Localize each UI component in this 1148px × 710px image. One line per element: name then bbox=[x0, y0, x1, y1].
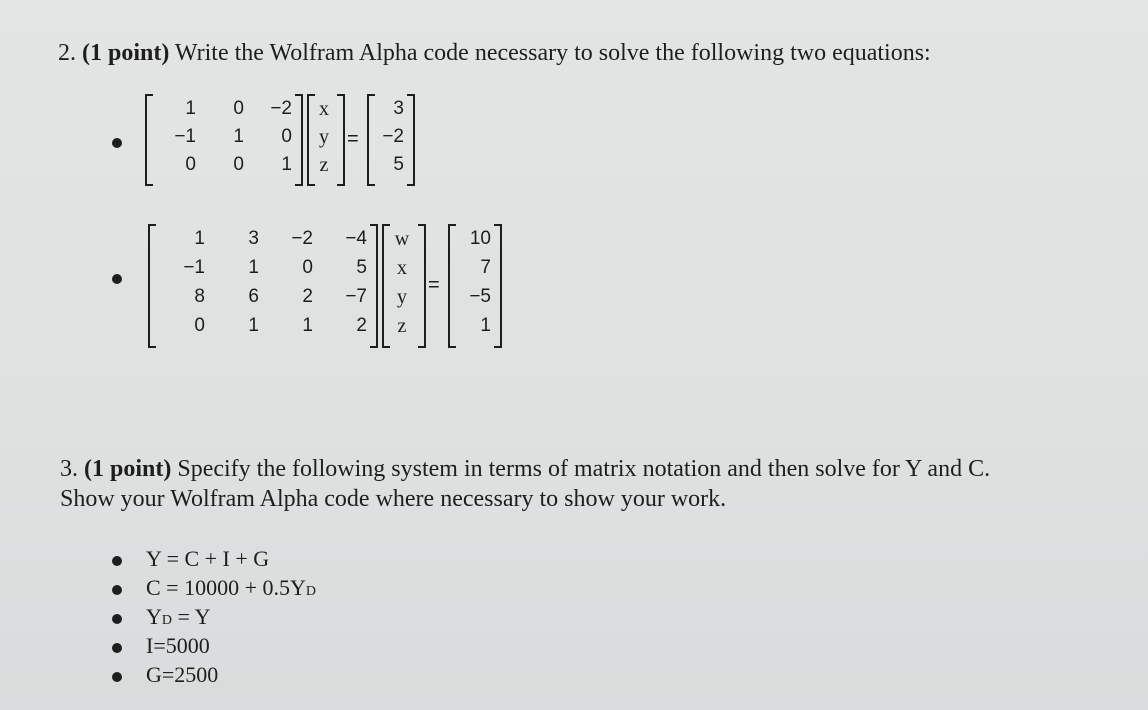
system-equation bbox=[146, 575, 316, 601]
equation-text: = Y bbox=[172, 604, 211, 629]
bullet-icon bbox=[112, 614, 122, 624]
coefficient-matrix bbox=[148, 224, 378, 348]
matrix-entry: 10 bbox=[469, 228, 491, 249]
constants-vector bbox=[367, 94, 415, 186]
matrix-entry: 1 bbox=[233, 126, 244, 147]
question-points: (1 point) bbox=[84, 456, 172, 482]
matrix-bracket-right bbox=[494, 224, 502, 348]
matrix-entry: 2 bbox=[356, 315, 367, 336]
matrix-entry: y bbox=[319, 126, 329, 148]
subscript: D bbox=[305, 584, 317, 599]
equation-text: C = 10000 + 0.5Y bbox=[146, 575, 306, 600]
bullet-icon bbox=[112, 672, 122, 682]
matrix-bracket-right bbox=[418, 224, 426, 348]
equation-text: I=5000 bbox=[146, 633, 210, 658]
question-2-heading bbox=[58, 40, 931, 67]
matrix-bracket-right bbox=[370, 224, 378, 348]
bullet-icon bbox=[112, 585, 122, 595]
matrix-bracket-right bbox=[337, 94, 345, 186]
matrix-entry: −2 bbox=[382, 126, 404, 147]
system-equation bbox=[146, 633, 210, 659]
matrix-entry: 3 bbox=[393, 98, 404, 119]
question-number: 2. bbox=[58, 40, 76, 66]
matrix-entry: 1 bbox=[302, 315, 313, 336]
matrix-entry: −1 bbox=[174, 126, 196, 147]
question-3-heading bbox=[60, 456, 990, 483]
matrix-entry: 0 bbox=[302, 257, 313, 278]
question-points: (1 point) bbox=[82, 40, 170, 66]
equation-text: Y = C + I + G bbox=[146, 546, 270, 571]
equation-text: G=2500 bbox=[146, 662, 219, 687]
matrix-entry: 2 bbox=[302, 286, 313, 307]
question-text: Write the Wolfram Alpha code necessary to solve the following two equations: bbox=[174, 40, 931, 66]
coefficient-matrix bbox=[145, 94, 303, 186]
system-equation bbox=[146, 604, 211, 630]
equation-text: Y bbox=[146, 604, 162, 629]
matrix-entry: y bbox=[397, 286, 407, 308]
system-equation bbox=[146, 662, 218, 688]
bullet-icon bbox=[112, 138, 122, 148]
matrix-entry: 6 bbox=[248, 286, 259, 307]
matrix-entry: −2 bbox=[270, 98, 292, 119]
system-equation bbox=[146, 546, 269, 572]
matrix-entry: −1 bbox=[183, 257, 205, 278]
matrix-entry: 3 bbox=[248, 228, 259, 249]
variables-vector bbox=[382, 224, 426, 348]
matrix-entry: −5 bbox=[469, 286, 491, 307]
equals-sign: = bbox=[347, 128, 359, 150]
matrix-entry: −4 bbox=[345, 228, 367, 249]
matrix-entry: z bbox=[319, 154, 329, 176]
matrix-entry: 1 bbox=[185, 98, 196, 119]
equals-sign: = bbox=[428, 274, 440, 296]
matrix-entry: 1 bbox=[281, 154, 292, 175]
matrix-entry: x bbox=[397, 257, 407, 279]
matrix-entry: 0 bbox=[233, 98, 244, 119]
matrix-entry: 1 bbox=[248, 257, 259, 278]
matrix-bracket-right bbox=[295, 94, 303, 186]
variables-vector bbox=[307, 94, 345, 186]
matrix-entry: 0 bbox=[185, 154, 196, 175]
matrix-entry: 5 bbox=[356, 257, 367, 278]
bullet-icon bbox=[112, 556, 122, 566]
matrix-entry: w bbox=[394, 228, 410, 250]
bullet-icon bbox=[112, 643, 122, 653]
matrix-entry: 8 bbox=[194, 286, 205, 307]
matrix-entry: 1 bbox=[480, 315, 491, 336]
question-text-line-1: Specify the following system in terms of matrix notation and then solve for Y and C. bbox=[177, 456, 991, 482]
matrix-entry: x bbox=[319, 98, 329, 120]
matrix-entry: 0 bbox=[281, 126, 292, 147]
matrix-entry: z bbox=[397, 315, 407, 337]
question-3-text-line-2: Show your Wolfram Alpha code where necessary to show your work. bbox=[60, 486, 727, 512]
subscript: D bbox=[161, 613, 173, 628]
matrix-entry: 1 bbox=[194, 228, 205, 249]
bullet-icon bbox=[112, 274, 122, 284]
constants-vector bbox=[448, 224, 502, 348]
matrix-entry: 0 bbox=[233, 154, 244, 175]
matrix-entry: 7 bbox=[480, 257, 491, 278]
matrix-entry: 5 bbox=[393, 154, 404, 175]
question-number: 3. bbox=[60, 456, 78, 482]
matrix-entry: −7 bbox=[345, 286, 367, 307]
matrix-entry: −2 bbox=[291, 228, 313, 249]
matrix-entry: 0 bbox=[194, 315, 205, 336]
matrix-entry: 1 bbox=[248, 315, 259, 336]
matrix-bracket-right bbox=[407, 94, 415, 186]
